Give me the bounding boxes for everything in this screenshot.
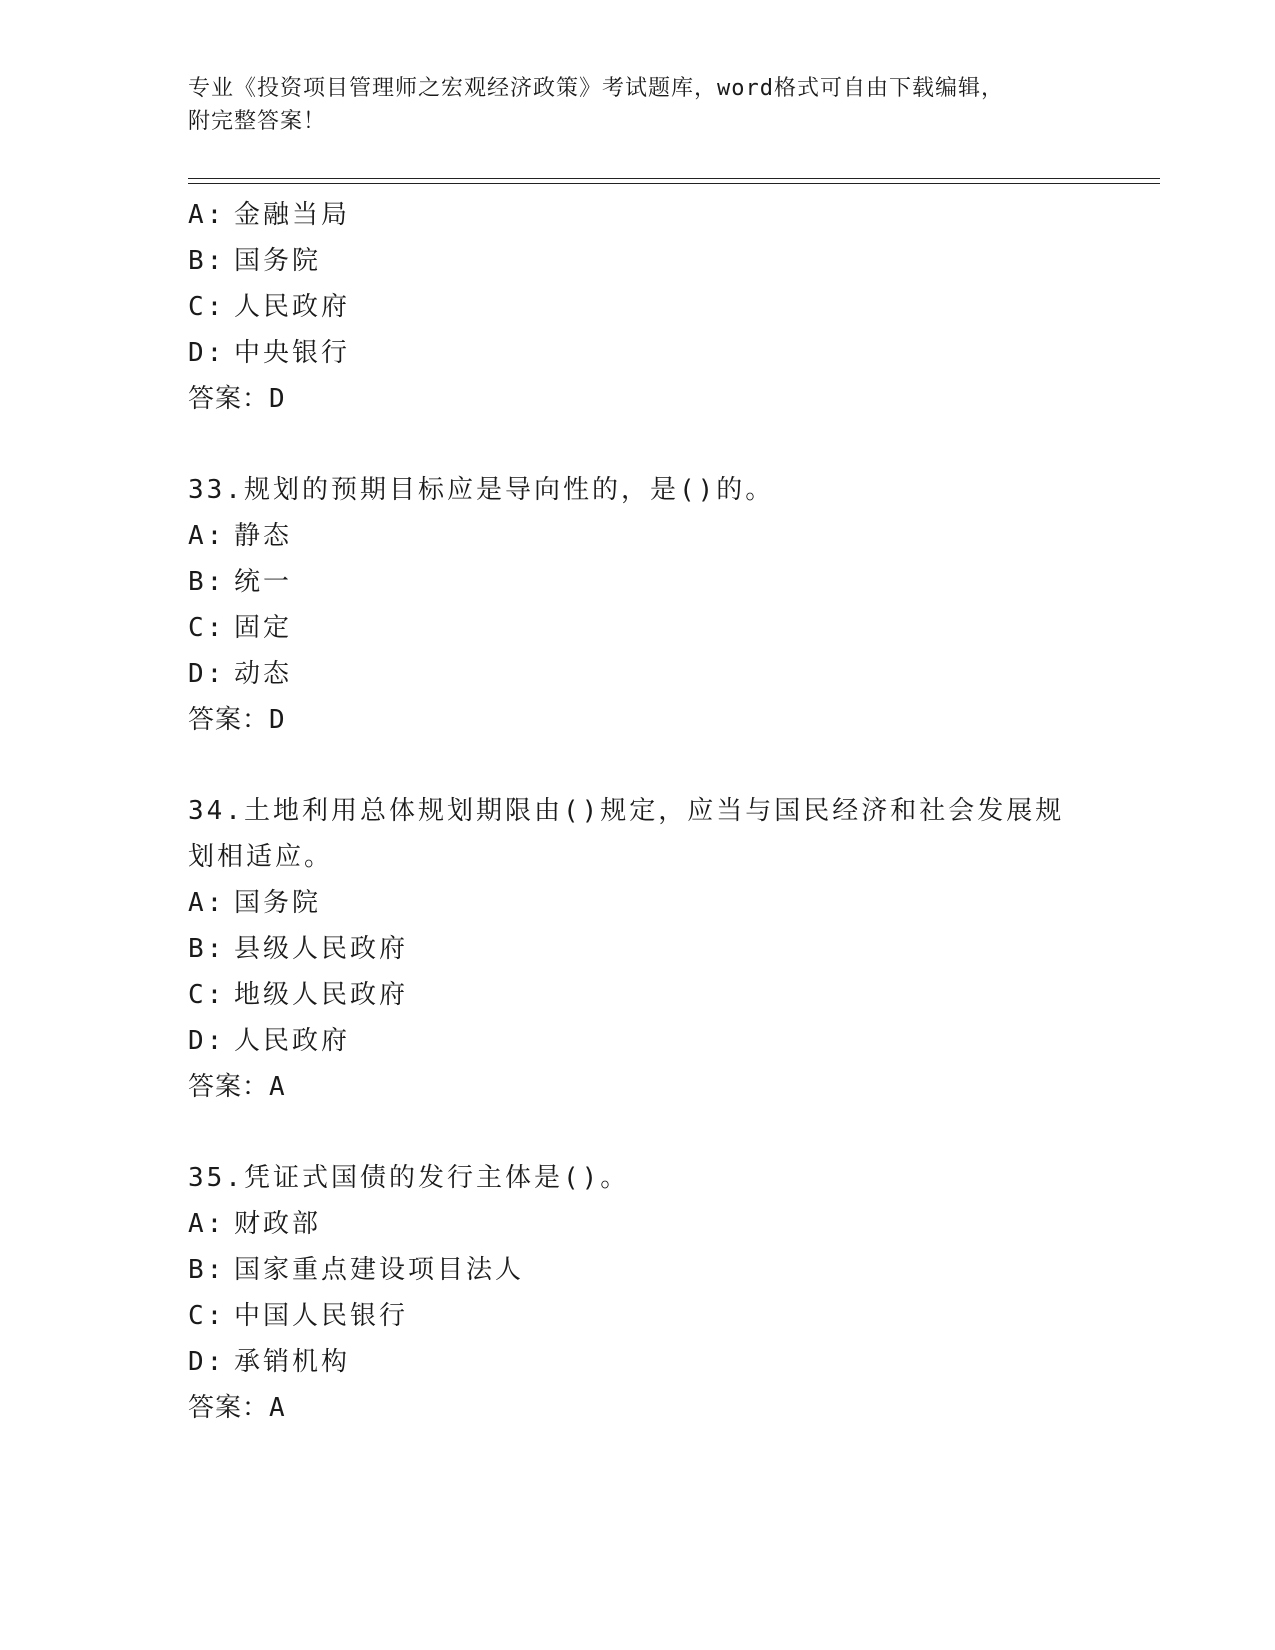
question-block-partial — [188, 192, 1148, 422]
header-divider-top — [188, 178, 1160, 179]
question-text: 34.土地利用总体规划期限由()规定，应当与国民经济和社会发展规划相适应。 — [188, 796, 1065, 872]
option-b: B: 县级人民政府 — [188, 934, 409, 964]
answer-line: 答案：D — [188, 705, 286, 735]
option-b: B: 统一 — [188, 567, 293, 597]
option-c: C: 中国人民银行 — [188, 1301, 409, 1331]
option-b: B: 国务院 — [188, 246, 322, 276]
header-line-2: 附完整答案！ — [188, 109, 327, 134]
header-line-1: 专业《投资项目管理师之宏观经济政策》考试题库，word格式可自由下载编辑， — [188, 76, 1004, 101]
header-divider-bottom — [188, 183, 1160, 184]
question-text: 35.凭证式国债的发行主体是()。 — [188, 1163, 630, 1193]
answer-line: 答案：A — [188, 1393, 286, 1423]
question-text: 33.规划的预期目标应是导向性的，是()的。 — [188, 475, 775, 505]
question-list — [188, 192, 1148, 1431]
option-c: C: 固定 — [188, 613, 293, 643]
option-d: D: 中央银行 — [188, 338, 351, 368]
option-d: D: 人民政府 — [188, 1026, 351, 1056]
option-a: A: 静态 — [188, 521, 293, 551]
option-a: A: 财政部 — [188, 1209, 322, 1239]
option-b: B: 国家重点建设项目法人 — [188, 1255, 525, 1285]
option-d: D: 动态 — [188, 659, 293, 689]
question-block-33 — [188, 467, 1148, 743]
answer-line: 答案：D — [188, 384, 286, 414]
option-c: C: 人民政府 — [188, 292, 351, 322]
option-a: A: 国务院 — [188, 888, 322, 918]
option-c: C: 地级人民政府 — [188, 980, 409, 1010]
question-block-35 — [188, 1155, 1148, 1431]
question-block-34 — [188, 788, 1148, 1110]
option-d: D: 承销机构 — [188, 1347, 351, 1377]
option-a: A: 金融当局 — [188, 200, 351, 230]
document-header — [188, 72, 1088, 138]
answer-line: 答案：A — [188, 1072, 286, 1102]
